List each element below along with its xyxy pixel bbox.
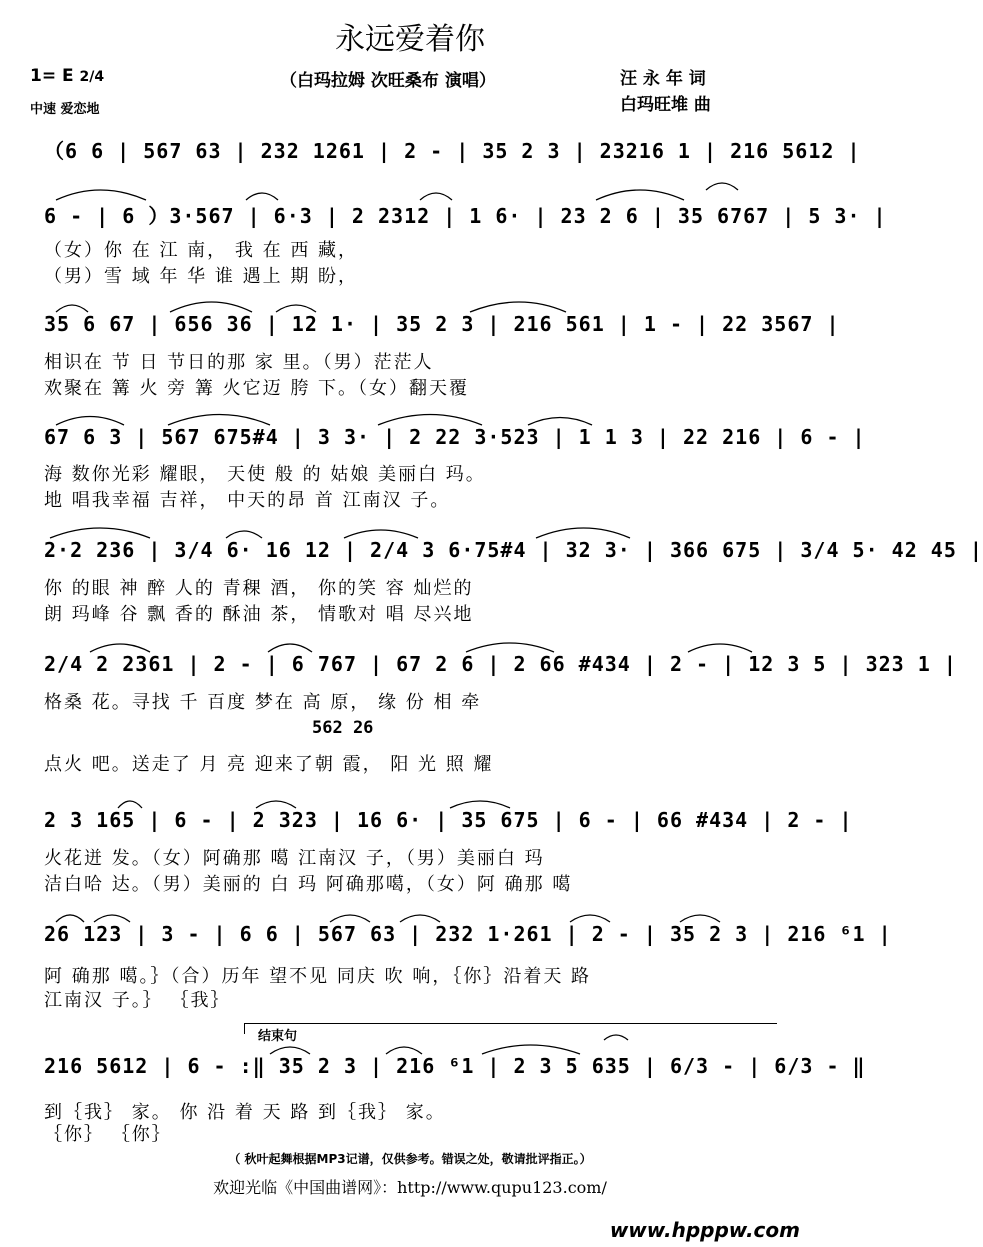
watermark: www.hpppw.com — [609, 1218, 800, 1242]
page-title: 永远爱着你 — [335, 22, 485, 57]
slur-arc — [536, 528, 630, 538]
slur-arc — [706, 183, 738, 190]
time-signature: 2/4 — [79, 69, 105, 85]
lyric-row-2b: （男）雪 域 年 华 谁 遇上 期 盼， — [44, 266, 359, 287]
slur-arc — [276, 305, 316, 312]
slur-arc — [688, 644, 752, 652]
lyric-row-8a: 阿 确那 噶。｝（合）历年 望不见 同庆 吹 响，｛你｝沿着天 路 — [44, 966, 592, 987]
footer-note: （ 秋叶起舞根据MP3记谱，仅供参考。错误之处，敬请批评指正。） — [228, 1152, 592, 1166]
lyric-row-6b: 点火 吧。送走了 月 亮 迎来了朝 霞， 阳 光 照 耀 — [44, 754, 494, 775]
slur-arc — [256, 801, 296, 808]
slur-arc — [56, 417, 124, 426]
lyric-row-7b: 洁白哈 达。（男）美丽的 白 玛 阿确那噶，（女）阿 确那 噶 — [44, 874, 573, 895]
slur-arc — [168, 415, 270, 426]
lyric-row-9a: 到｛我｝ 家。 你 沿 着 天 路 到｛我｝ 家。 — [44, 1102, 446, 1123]
lyric-row-4b: 地 唱我幸福 吉祥， 中天的昂 首 江南汉 子。 — [44, 490, 451, 511]
slur-arc — [170, 302, 252, 312]
score-row-7: 2 3 165 | 6 - | 2 323 | 16 6· | 35 675 | 6 - | 66 #434 | 2 - | — [44, 808, 853, 832]
lyric-row-3a: 相识在 节 日 节日的那 家 里。（男）茫茫人 — [44, 352, 434, 373]
slur-arc — [268, 644, 312, 652]
slur-arc — [118, 801, 142, 808]
lyric-row-7a: 火花迸 发。（女）阿确那 噶 江南汉 子，（男）美丽白 玛 — [44, 848, 545, 869]
slur-arc — [528, 418, 592, 426]
lyric-row-5a: 你 的眼 神 醉 人的 青稞 酒， 你的笑 容 灿烂的 — [44, 578, 474, 599]
slur-arc — [90, 644, 150, 652]
slur-arc — [270, 1047, 310, 1054]
lyric-row-6a: 格桑 花。寻找 千 百度 梦在 高 原， 缘 份 相 牵 — [44, 692, 482, 713]
slur-arc — [400, 915, 440, 922]
footer-site: 欢迎光临《中国曲谱网》：http://www.qupu123.com/ — [213, 1178, 607, 1197]
alt-notes: 562 26 — [312, 718, 374, 738]
slur-arc — [420, 193, 452, 200]
slur-arc — [56, 190, 146, 200]
slur-arc — [482, 1045, 580, 1054]
key-label: 1= E — [30, 66, 74, 86]
slur-arc — [466, 643, 554, 652]
singers: （白玛拉姆 次旺桑布 演唱） — [280, 71, 496, 91]
score-row-5: 2·2 236 | 3/4 6· 16 12 | 2/4 3 6·75#4 | 32 3· | 366 675 | 3/4 5· 42 45 | — [44, 538, 983, 562]
score-row-9: 216 5612 | 6 - :‖ 35 2 3 | 216 ⁶1 | 2 3 5 635 | 6/3 - | 6/3 - ‖ — [44, 1054, 866, 1078]
composer: 白玛旺堆 曲 — [620, 95, 711, 115]
slur-arc — [94, 915, 130, 922]
slur-arc — [450, 801, 510, 808]
score-row-1: （6 6 | 567 63 | 232 1261 | 2 - | 35 2 3 | 23216 1 | 216 5612 | — [44, 139, 861, 163]
slur-arc — [604, 1035, 628, 1040]
slur-arc — [596, 190, 684, 200]
slur-arc — [246, 193, 278, 200]
ending-label: 结束句 — [258, 1029, 298, 1044]
score-row-4: 67 6 3 | 567 675#4 | 3 3· | 2 22 3·523 | 1 1 3 | 22 216 | 6 - | — [44, 425, 866, 449]
lyric-row-3b: 欢聚在 篝 火 旁 篝 火它迈 胯 下。（女）翻天覆 — [44, 378, 470, 399]
slur-arc — [50, 528, 150, 538]
slur-arc — [386, 1047, 422, 1054]
slur-arc — [570, 915, 610, 922]
lyric-row-8b: 江南汉 子。｝ ｛我｝ — [44, 990, 231, 1011]
slur-arc — [680, 915, 720, 922]
score-row-2: 6 - | 6 ）3·567 | 6·3 | 2 2312 | 1 6· | 23 2 6 | 35 6767 | 5 3· | — [44, 204, 887, 228]
lyric-row-2a: （女）你 在 江 南， 我 在 西 藏， — [44, 240, 359, 261]
score-row-6: 2/4 2 2361 | 2 - | 6 767 | 67 2 6 | 2 66 #434 | 2 - | 12 3 5 | 323 1 | — [44, 652, 957, 676]
lyricist: 汪 永 年 词 — [620, 69, 706, 89]
slur-arc — [378, 415, 482, 426]
slur-arc — [470, 302, 566, 312]
slur-arc — [226, 531, 262, 538]
score-row-3: 35 6 67 | 656 36 | 12 1· | 35 2 3 | 216 561 | 1 - | 22 3567 | — [44, 312, 840, 336]
slur-arc — [344, 530, 418, 538]
slur-arc — [56, 915, 84, 922]
lyric-row-4a: 海 数你光彩 耀眼， 天使 般 的 姑娘 美丽白 玛。 — [44, 464, 486, 485]
lyric-row-5b: 朗 玛峰 谷 飘 香的 酥油 茶， 情歌对 唱 尽兴地 — [44, 604, 474, 625]
tempo-marking: 中速 爱恋地 — [30, 102, 100, 117]
slur-arc — [56, 305, 88, 312]
slur-arc — [330, 915, 370, 922]
lyric-row-9b: ｛你｝ ｛你｝ — [44, 1124, 172, 1145]
score-row-8: 26 123 | 3 - | 6 6 | 567 63 | 232 1·261 | 2 - | 35 2 3 | 216 ⁶1 | — [44, 922, 892, 946]
